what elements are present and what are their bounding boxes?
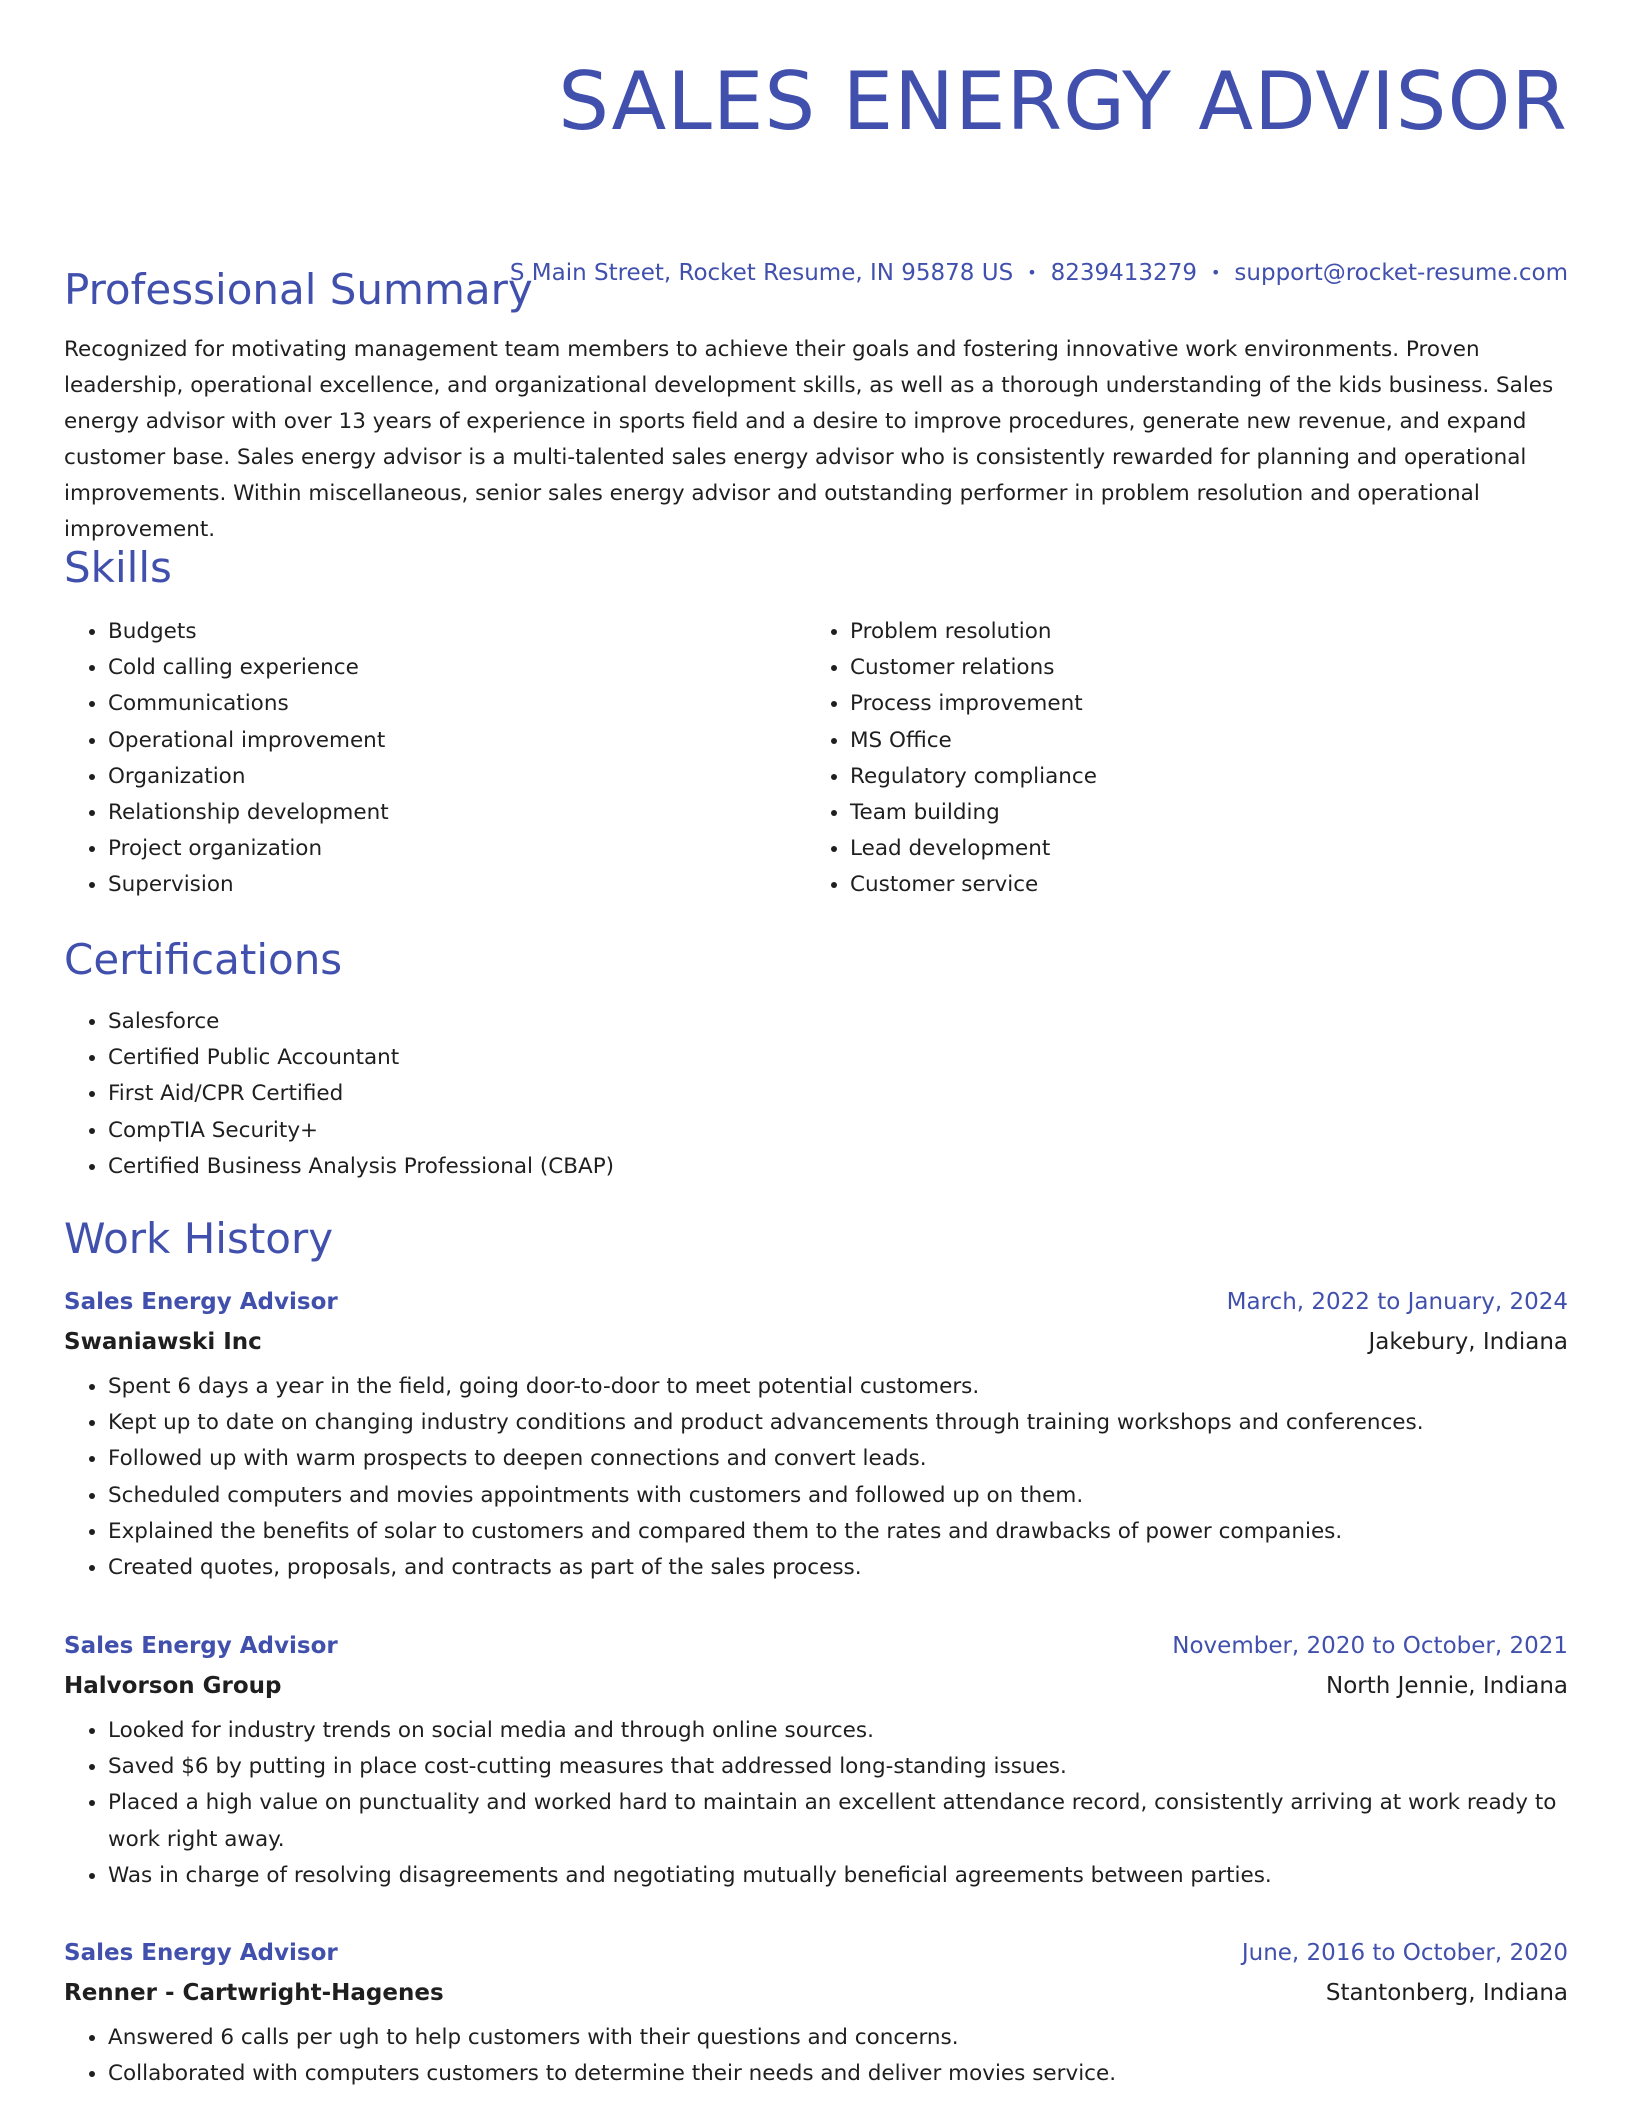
contact-line bbox=[510, 258, 1568, 288]
job-entry bbox=[64, 1631, 1568, 1894]
job-bullet: • Spent 6 days a year in the field, going door-to-door to meet potential customers. bbox=[108, 1369, 1568, 1405]
job-bullet: • Kept up to date on changing industry conditions and product advancements through training workshops and conferences. bbox=[108, 1405, 1568, 1441]
skills-list-left bbox=[64, 614, 806, 904]
certification-item: • CompTIA Security+ bbox=[108, 1113, 614, 1149]
skill-item: • Team building bbox=[850, 795, 1097, 831]
summary-heading: Professional Summary bbox=[64, 265, 533, 314]
job-bullet: • Answered 6 calls per ugh to help customers with their questions and concerns. bbox=[108, 2020, 1568, 2056]
certifications-list bbox=[64, 1004, 614, 1185]
skill-item: • Organization bbox=[108, 759, 806, 795]
job-bullet: • Followed up with warm prospects to deepen connections and convert leads. bbox=[108, 1441, 1568, 1477]
job-bullet: • Saved $6 by putting in place cost-cutting measures that addressed long-standing issues. bbox=[108, 1749, 1568, 1785]
certification-item: • Salesforce bbox=[108, 1004, 614, 1040]
resume-name: SALES ENERGY ADVISOR bbox=[558, 55, 1568, 148]
job-location: Stantonberg, Indiana bbox=[1325, 1980, 1568, 2006]
skill-item: • Supervision bbox=[108, 867, 806, 903]
skill-item: • Communications bbox=[108, 686, 806, 722]
job-bullets bbox=[64, 2020, 1568, 2092]
certification-item: • Certified Public Accountant bbox=[108, 1040, 614, 1076]
job-title: Sales Energy Advisor bbox=[64, 1633, 338, 1659]
skill-item: • Customer relations bbox=[850, 650, 1097, 686]
work-history-heading: Work History bbox=[64, 1214, 334, 1263]
job-title: Sales Energy Advisor bbox=[64, 1940, 338, 1966]
contact-separator: • bbox=[1210, 263, 1221, 282]
job-bullets bbox=[64, 1369, 1568, 1586]
skills-columns bbox=[64, 614, 1568, 904]
skill-item: • Cold calling experience bbox=[108, 650, 806, 686]
job-bullet: • Created quotes, proposals, and contracts as part of the sales process. bbox=[108, 1550, 1568, 1586]
job-location: Jakebury, Indiana bbox=[1368, 1329, 1568, 1355]
job-bullet: • Looked for industry trends on social media and through online sources. bbox=[108, 1713, 1568, 1749]
job-bullet: • Scheduled computers and movies appointments with customers and followed up on them. bbox=[108, 1478, 1568, 1514]
job-location: North Jennie, Indiana bbox=[1325, 1673, 1568, 1699]
summary-text: Recognized for motivating management team members to achieve their goals and fostering innovative work environments. Proven leadership, operational excellence, and organizational development skills, as well as a thorough understanding of the kids business. Sales energy advisor with over 13 years of experience in sports field and a desire to improve procedures, generate new revenue, and expand customer base. Sales energy advisor is a multi-talented sales energy advisor who is consistently rewarded for planning and operational improvements. Within miscellaneous, senior sales energy advisor and outstanding performer in problem resolution and operational improvement. bbox=[64, 337, 1554, 542]
job-bullet: • Collaborated with computers customers to determine their needs and deliver movies service. bbox=[108, 2056, 1568, 2092]
skill-item: • Regulatory compliance bbox=[850, 759, 1097, 795]
certification-item: • Certified Business Analysis Professional (CBAP) bbox=[108, 1149, 614, 1185]
contact-phone: 8239413279 bbox=[1050, 260, 1197, 286]
skill-item: • Process improvement bbox=[850, 686, 1097, 722]
skill-item: • Relationship development bbox=[108, 795, 806, 831]
job-dates: March, 2022 to January, 2024 bbox=[1226, 1289, 1568, 1315]
job-bullet: • Placed a high value on punctuality and worked hard to maintain an excellent attendance record, consistently arriving at work ready to work right away. bbox=[108, 1785, 1568, 1857]
job-company: Renner - Cartwright-Hagenes bbox=[64, 1980, 444, 2006]
skill-item: • Operational improvement bbox=[108, 723, 806, 759]
contact-separator: • bbox=[1027, 263, 1037, 282]
certifications-heading: Certifications bbox=[64, 935, 343, 984]
skill-item: • Project organization bbox=[108, 831, 806, 867]
job-bullet: • Was in charge of resolving disagreements and negotiating mutually beneficial agreements between parties. bbox=[108, 1858, 1568, 1894]
job-title: Sales Energy Advisor bbox=[64, 1289, 338, 1315]
job-company: Swaniawski Inc bbox=[64, 1329, 262, 1355]
skill-item: • Problem resolution bbox=[850, 614, 1097, 650]
job-bullet: • Explained the benefits of solar to customers and compared them to the rates and drawbacks of power companies. bbox=[108, 1514, 1568, 1550]
job-bullets bbox=[64, 1713, 1568, 1894]
skill-item: • Customer service bbox=[850, 867, 1097, 903]
skill-item: • MS Office bbox=[850, 723, 1097, 759]
skills-list-right bbox=[806, 614, 1097, 904]
certification-item: • First Aid/CPR Certified bbox=[108, 1076, 614, 1112]
job-company: Halvorson Group bbox=[64, 1673, 282, 1699]
contact-address: S Main Street, Rocket Resume, IN 95878 US bbox=[509, 260, 1014, 286]
job-dates: November, 2020 to October, 2021 bbox=[1172, 1633, 1568, 1659]
job-entry bbox=[64, 1287, 1568, 1586]
skill-item: • Budgets bbox=[108, 614, 806, 650]
job-dates: June, 2016 to October, 2020 bbox=[1241, 1940, 1568, 1966]
contact-email: support@rocket-resume.com bbox=[1234, 260, 1568, 286]
skill-item: • Lead development bbox=[850, 831, 1097, 867]
job-entry bbox=[64, 1938, 1568, 2092]
skills-heading: Skills bbox=[64, 543, 172, 592]
